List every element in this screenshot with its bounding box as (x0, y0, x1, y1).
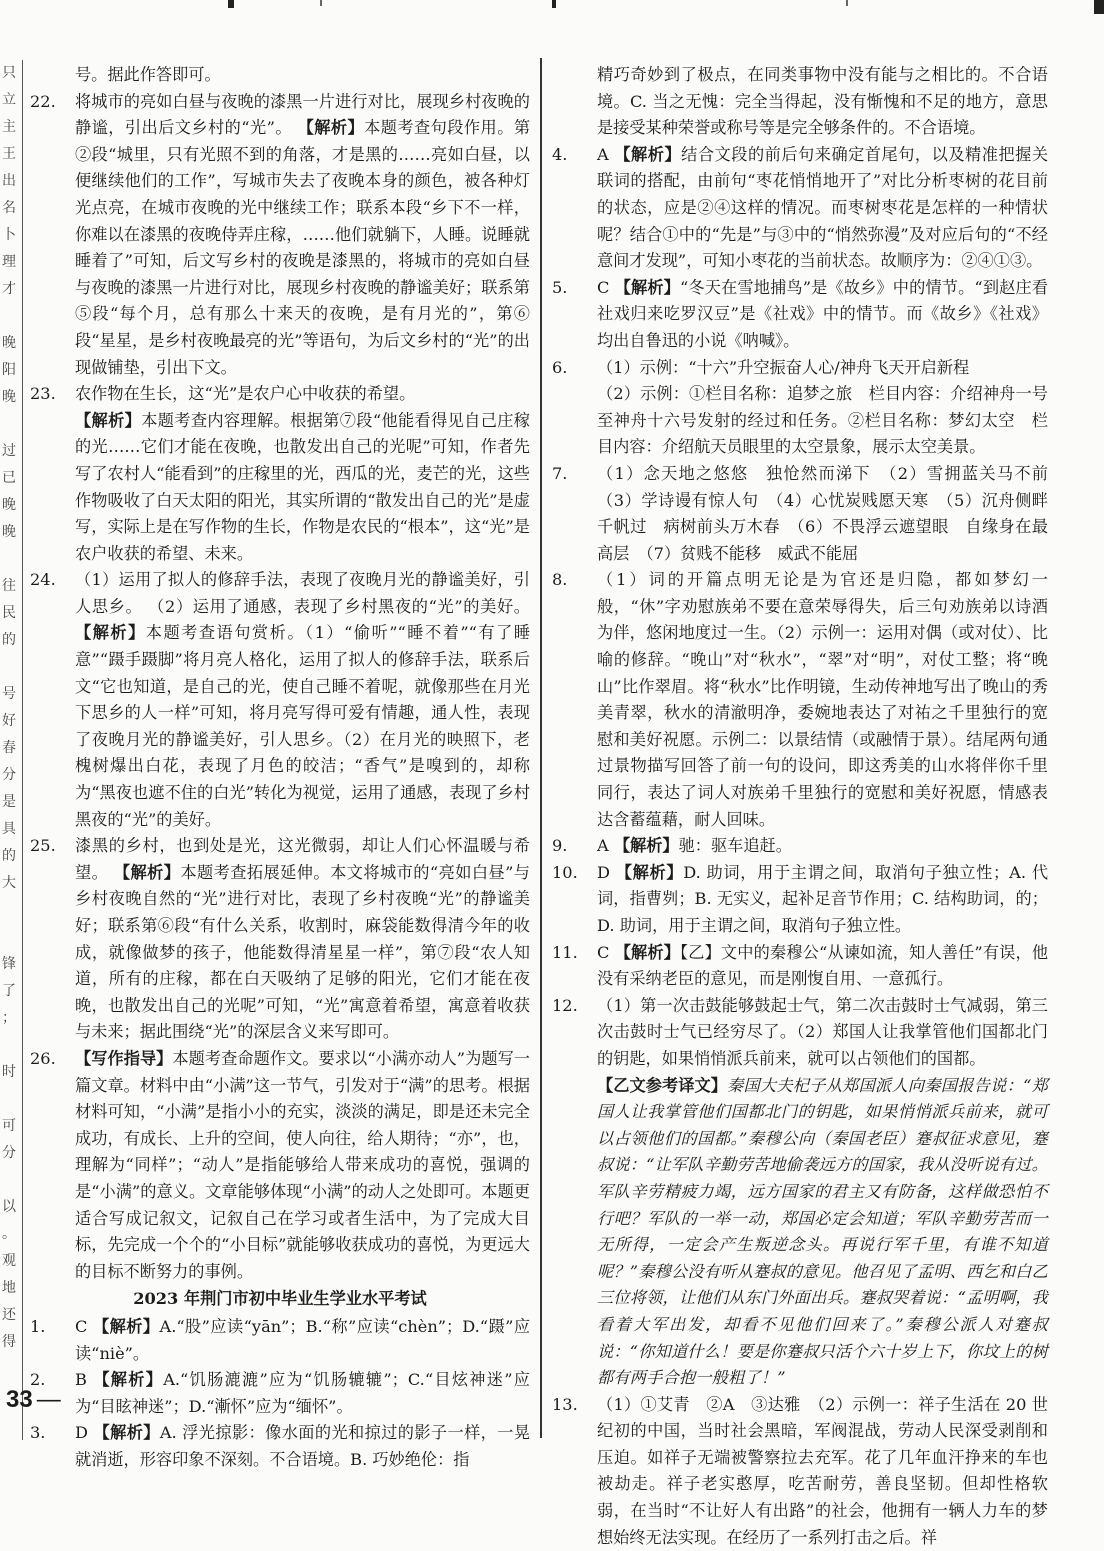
margin-char (2, 1032, 18, 1059)
margin-char: 以 (2, 1199, 16, 1215)
item-number: 23. (30, 384, 56, 404)
section-heading: 2023 年荆门市初中毕业生学业水平考试 (133, 1289, 427, 1309)
answer-item (552, 62, 1048, 142)
margin-char: 的 (2, 848, 16, 864)
item-number: 7. (552, 463, 568, 483)
item-body: （1）词的开篇点明无论是为官还是归隐，都如梦幻一般，“休”字劝慰族弟不要在意荣辱得失，后三句劝族弟以诗酒为伴，悠闲地度过一生。（2）示例一：运用对偶（或对仗）、比喻的修辞。“晚山”对“秋水”，“翠”对“明”，对仗工整；将“晚山”比作翠眉。将“秋水”比作明镜，生动传神地写出了晚山的秀美青翠，秋水的清澈明净，委婉地表达了对祐之千里独行的宽慰和美好祝愿。示例二：以景结情（或融情于景）。结尾两句通过景物描写回答了前一句的设问，即这秀美的山水将伴你千里同行，表达了词人对族弟千里独行的宽慰和美好祝愿，情感表达含蓄蕴藉，耐人回味。 (597, 570, 1048, 829)
margin-char: ； (2, 1010, 16, 1026)
item-body: A 【解析】驰：驱车追赶。 (597, 836, 792, 856)
item-body: 漆黑的乡村，也到处是光，这光微弱，却让人们心怀温暖与希望。 【解析】本题考查拓展延伸。本文将城市的“亮如白昼”与乡村夜晚自然的“光”进行对比，表现了乡村夜晚“光”的静谧美好；联系第⑥段“有什么关系，收割时，麻袋能数得清今年的收成，就像做梦的孩子，他能数得清星星一样”，第⑦段“农人知道，所有的庄稼，都在白天吸纳了足够的阳光，它们才能在夜晚，也散发出自己的光呢”可知，“光”寓意着希望，寓意着收获与未来；据此围绕“光”的深层含义来写即可。 (75, 836, 530, 1042)
margin-char: 号 (2, 686, 16, 702)
item-body: A 【解析】结合文段的前后句来确定首尾句，以及精准把握关联词的搭配，由前句“枣花悄悄地开了”对比分析枣树的花目前的状态，应是②④这样的情况。而枣树枣花是怎样的一种情状呢？结合①中的“先是”与③中的“悄然弥漫”及对应后句的“不经意间才发现”，可知小枣花的当前状态。故顺序为：②④①③。 (597, 144, 1049, 271)
item-body: 号。据此作答即可。 (75, 65, 221, 84)
item-body: D 【解析】D. 助词，用于主谓之间，取消句子独立性；A. 代词，指曹刿；B. 无实义，起补足音节作用；C. 结构助词，的；D. 助词，用于主谓之间，取消句子独立性。 (597, 862, 1049, 935)
item-body: （1）①艾青 ②A ③达雅 （2）示例一：祥子生活在 20 世纪初的中国，当时社会黑暗，军阀混战，劳动人民深受剥削和压迫。如祥子无端被警察拉去充军。花了几年血汗挣来的车也被劫走。祥子老实憨厚，吃苦耐劳，善良坚韧。但却性格软弱，在当时“不让好人有出路”的社会，他拥有一辆人力车的梦想始终无法实现。在经历了一系列打击之后。祥 (597, 1394, 1048, 1547)
margin-char (2, 924, 18, 951)
margin-char: 时 (2, 1064, 16, 1080)
margin-char: 观 (2, 1253, 16, 1269)
item-body: C 【解析】“冬天在雪地捕鸟”是《故乡》中的情节。“到赵庄看社戏归来吃罗汉豆”是《社戏》中的情节。而《故乡》《社戏》均出自鲁迅的小说《呐喊》。 (597, 277, 1049, 350)
answer-item (30, 833, 530, 1046)
item-number: 25. (30, 836, 56, 856)
page-number-value: 33 (6, 1386, 33, 1413)
answer-item (30, 1314, 530, 1367)
item-number: 2. (30, 1370, 46, 1390)
item-number: 10. (552, 862, 578, 882)
margin-char: 主 (2, 119, 16, 135)
margin-char: 晚 (2, 497, 16, 513)
answer-item (552, 860, 1048, 940)
item-body: （1）运用了拟人的修辞手法，表现了夜晚月光的静谧美好，引人思乡。 （2）运用了通感，表现了乡村黑夜的“光”的美好。 【解析】本题考查语句赏析。（1）“偷听”“睡不着”“有了睡意”“蹑手蹑脚”将月亮人格化，运用了拟人的修辞手法，联系后文“它也知道，是自己的光，使自己睡不着呢，就像那些在月光下思乡的人一样”可知，将月亮写得可爱有情趣，通人性，表现了夜晚月光的静谧美好，引人思乡。（2）在月光的映照下，老槐树爆出白花，表现了月色的皎洁；“香气”是嗅到的，却称为“黑夜也遮不住的白光”转化为视觉，运用了通感，表现了乡村黑夜的“光”的美好。 (75, 570, 531, 829)
margin-char: 还 (2, 1307, 16, 1323)
margin-char: 春 (2, 740, 16, 756)
item-number: 4. (552, 144, 568, 164)
margin-char: 分 (2, 767, 16, 783)
item-body: （1）示例：“十六”升空振奋人心/神舟飞天开启新程 （2）示例：①栏目名称：追梦之旅 栏目内容：介绍神舟一号至神舟十六号发射的经过和任务。②栏目名称：梦幻太空 栏目内容：介绍航天员眼里的太空景象，展示太空美景。 (597, 357, 1048, 457)
margin-char: 才 (2, 281, 16, 297)
item-number: 8. (552, 570, 568, 590)
margin-char (2, 411, 18, 438)
margin-char: 过 (2, 443, 16, 459)
margin-char: 民 (2, 605, 16, 621)
margin-char: 已 (2, 470, 16, 486)
margin-char: 分 (2, 1145, 16, 1161)
margin-char (2, 303, 18, 330)
margin-char (2, 1086, 18, 1113)
item-body: 将城市的亮如白昼与夜晚的漆黑一片进行对比，展现乡村夜晚的静谧，引出后文乡村的“光”。 【解析】本题考查句段作用。第②段“城里，只有光照不到的角落，才是黑的……亮如白昼，以便继续他们的工作”，写城市失去了夜晚本身的颜色，被各种灯光点亮，在城市夜晚的光中继续工作；联系本段“乡下不一样，你难以在漆黑的夜晚侍弄庄稼，……他们就躺下，人睡。说睡就睡着了”可知，后文写乡村的夜晚是漆黑的，将城市的亮如白昼与夜晚的漆黑一片进行对比，展现乡村夜晚的静谧美好；联系第⑤段“每个月，总有那么十来天的夜晚，是有月光的”，第⑥段“星星，是乡村夜晚最亮的光”等语句，为后文乡村的“光”的出现做铺垫，引出下文。 (75, 91, 531, 377)
item-number: 13. (552, 1394, 578, 1414)
margin-char: 可 (2, 1118, 16, 1134)
item-number: 12. (552, 995, 578, 1015)
item-body: C 【解析】【乙】文中的秦穆公“从谏如流，知人善任”有误，他没有采纳老臣的意见，而是刚愎自用、一意孤行。 (597, 942, 1049, 989)
answer-item (30, 1367, 530, 1420)
answer-item (552, 940, 1048, 993)
right-column (552, 62, 1065, 1551)
item-number: 3. (30, 1423, 46, 1443)
margin-char: 王 (2, 146, 16, 162)
margin-char (2, 1167, 18, 1194)
answer-item (552, 355, 1048, 461)
margin-char (2, 897, 18, 924)
answer-item (552, 1392, 1048, 1551)
item-number: 22. (30, 91, 56, 111)
margin-char: 具 (2, 821, 16, 837)
item-body: 精巧奇妙到了极点，在同类事物中没有能与之相比的。不合语境。C. 当之无愧：完全当得起，没有惭愧和不足的地方，意思是接受某种荣誉或称号等是完全够条件的。不合语境。 (597, 65, 1048, 138)
top-scan-mark (228, 0, 234, 8)
answer-item (30, 89, 530, 382)
margin-char: 立 (2, 92, 16, 108)
margin-char: 好 (2, 713, 16, 729)
margin-char (2, 654, 18, 681)
answer-item (552, 567, 1048, 833)
answer-item (30, 567, 530, 833)
item-number: 1. (30, 1316, 46, 1336)
item-body: B 【解析】A.“饥肠漉漉”应为“饥肠辘辘”；C.“目炫神迷”应为“目眩神迷”；D.“漸怀”应为“缅怀”。 (75, 1370, 530, 1416)
item-body: 【写作指导】本题考查命题作文。要求以“小满亦动人”为题写一篇文章。材料中由“小满”这一节气，引发对于“满”的思考。根据材料可知，“小满”是指小小的充实，淡淡的满足，即是还未完全成功，有成长、上升的空间，使人向往，给人期待；“亦”，也，理解为“同样”；“动人”是指能够给人带来成功的喜悦，强调的是“小满”的意义。文章能够体现“小满”的动人之处即可。本题更适合写成记叙文，记叙自己在学习或者生活中，为了完成大目标，先完成一个个的“小目标”就能够收获成功的喜悦，为更远大的目标不断努力的事例。 (75, 1048, 530, 1281)
margin-char: 阳 (2, 362, 16, 378)
answer-item (30, 1420, 530, 1473)
answer-item (552, 833, 1048, 860)
margin-char: 往 (2, 578, 16, 594)
margin-char: 。 (2, 1226, 16, 1242)
answer-item (30, 1046, 530, 1285)
item-body: C 【解析】A.“股”应读“yān”；B.“称”应读“chèn”；D.“蹑”应读“niè”。 (75, 1316, 531, 1363)
item-number: 11. (552, 942, 578, 962)
answer-item (552, 993, 1048, 1392)
item-body: （1）第一次击鼓能够鼓起士气，第二次击鼓时士气减弱，第三次击鼓时士气已经穷尽了。（2）郑国人让我掌管他们国都北门的钥匙，如果悄悄派兵前来，就可以占领他们的国都。 【乙文参考译文】秦国大夫杞子从郑国派人向秦国报告说：“郑国人让我掌管他们国都北门的钥匙，如果悄悄派兵前来，就可以占领他们的国都。”秦穆公向（秦国老臣）蹇叔征求意见，蹇叔说：“让军队辛勤劳苦地偷袭远方的国家，我从没听说有过。军队辛劳精疲力竭，远方国家的君主又有防备，这样做恐怕不行吧？军队的一举一动，郑国必定会知道；军队辛勤劳苦而一无所得，一定会产生叛逆念头。再说行军千里，有谁不知道呢？”秦穆公没有听从蹇叔的意见。他召见了孟明、西乞和白乙三位将领，让他们从东门外面出兵。蹇叔哭着说：“孟明啊，我看着大军出发，却看不见他们回来了。”秦穆公派人对蹇叔说：“你知道什么！要是你蹇叔只活个六十岁上下，你坟上的树都有两手合抱一般粗了！” (597, 995, 1049, 1388)
top-scan-mark (320, 0, 322, 6)
margin-char: 大 (2, 875, 16, 891)
page-number (6, 1386, 61, 1414)
margin-char: 名 (2, 200, 16, 216)
item-number: 5. (552, 277, 568, 297)
item-number: 6. (552, 357, 568, 377)
margin-char: 是 (2, 794, 16, 810)
margin-char: 卜 (2, 227, 16, 243)
margin-char: 出 (2, 173, 16, 189)
top-scan-mark (846, 0, 848, 6)
item-body: D 【解析】A. 浮光掠影：像水面的光和掠过的影子一样，一晃就消逝，形容印象不深刻。不合语境。B. 巧妙绝伦：指 (75, 1423, 531, 1469)
margin-char: 只 (2, 65, 16, 81)
item-number: 24. (30, 570, 56, 590)
answer-item (552, 461, 1065, 567)
margin-char: 晚 (2, 524, 16, 540)
answer-item (30, 62, 530, 89)
left-column (30, 62, 530, 1473)
page-number-dash: — (36, 1386, 61, 1413)
margin-char: 了 (2, 983, 16, 999)
margin-char: 晚 (2, 389, 16, 405)
column-divider (540, 58, 542, 1438)
answer-item (552, 142, 1048, 275)
left-margin-bleed-text (2, 60, 18, 1356)
margin-char: 理 (2, 254, 16, 270)
answer-item (552, 275, 1048, 355)
item-body: 农作物在生长，这“光”是农户心中收获的希望。 【解析】本题考查内容理解。根据第⑦段“他能看得见自己庄稼的光……它们才能在夜晚，也散发出自己的光呢”可知，作者先写了农村人“能看到”的庄稼里的光，西瓜的光，麦芒的光，这些作物吸收了白天太阳的阳光，其实所谓的“散发出自己的光”是虚写，实际上是在写作物的生长，作物是农民的“根本”，这“光”是农户收获的希望、未来。 (75, 384, 530, 563)
margin-char: 地 (2, 1280, 16, 1296)
left-margin-rule (22, 60, 23, 1440)
answer-item (30, 381, 530, 567)
margin-char: 得 (2, 1334, 16, 1350)
margin-char: 的 (2, 632, 16, 648)
margin-char: 锋 (2, 956, 16, 972)
margin-char (2, 546, 18, 573)
item-number: 26. (30, 1048, 56, 1068)
top-scan-mark (1094, 0, 1104, 14)
item-body: （1）念天地之悠悠 独怆然而涕下 （2）雪拥蓝关马不前 （3）学诗谩有惊人句 （4）心忧炭贱愿天寒 （5）沉舟侧畔千帆过 病树前头万木春 （6）不畏浮云遮望眼 自缘身在最高层 （7）贫贱不能移 威武不能屈 (597, 463, 1065, 563)
margin-char: 晚 (2, 335, 16, 351)
item-number: 9. (552, 836, 568, 856)
top-scan-mark (552, 0, 556, 8)
